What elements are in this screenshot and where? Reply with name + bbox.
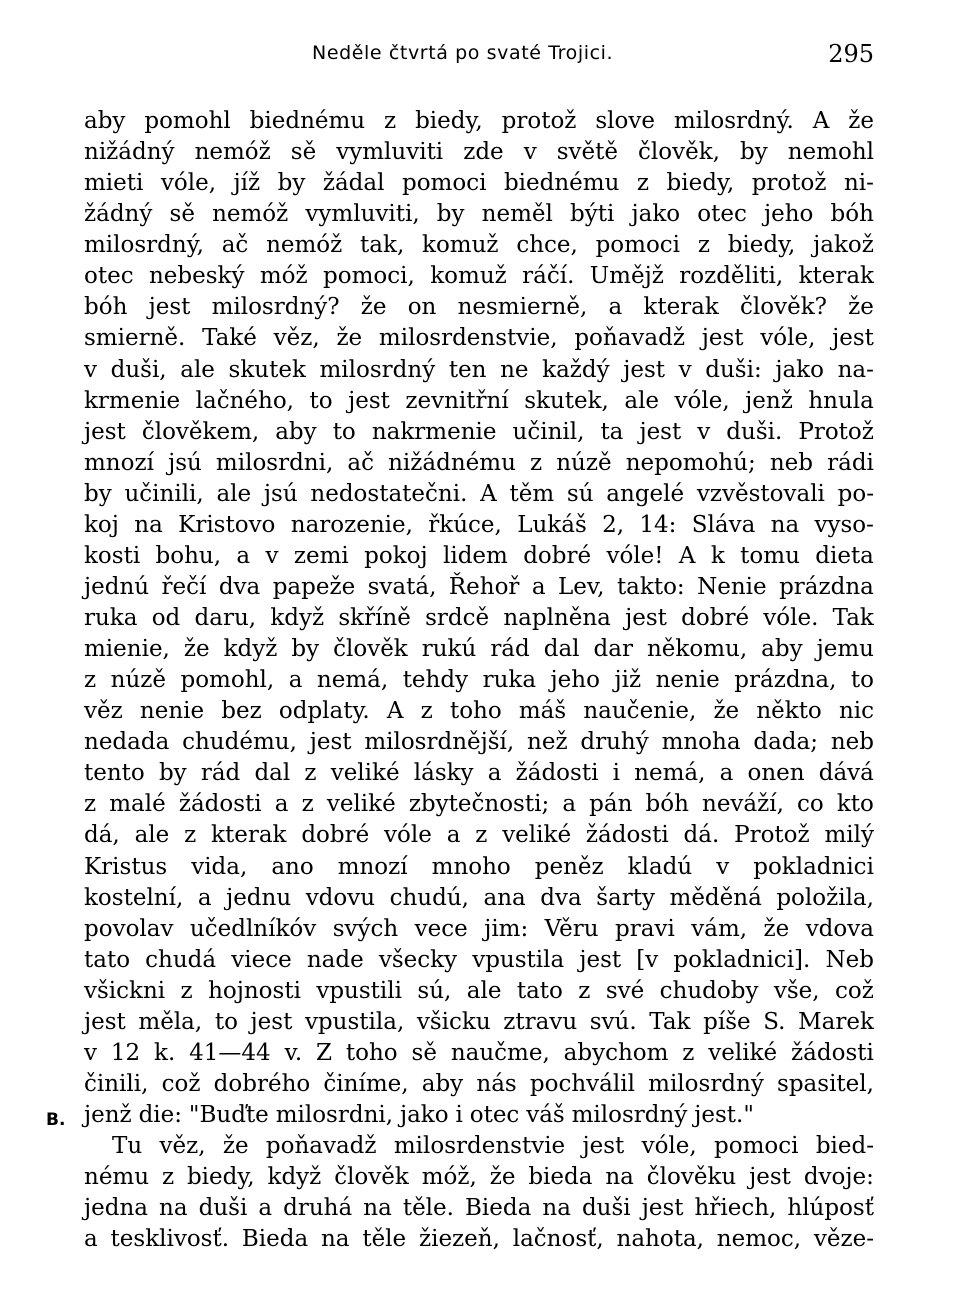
text-line: z malé žádosti a z veliké zbytečnosti; a pán bóh neváží, co kto	[84, 791, 874, 818]
text-line: tato chudá viece nade všecky vpustila jest [v pokladnici]. Neb	[84, 946, 874, 973]
text-line: Kristus vida, ano mnozí mnoho peněz kladú v pokladnici	[84, 853, 874, 880]
text-line: z núzě pomohl, a nemá, tehdy ruka jeho již nenie prázdna, to	[84, 667, 874, 694]
text-line: Tu věz, že poňavadž milosrdenstvie jest vóle, pomoci bied-	[112, 1133, 874, 1160]
section-marker: B.	[46, 1110, 66, 1130]
text-line: v 12 k. 41—44 v. Z toho sě naučme, abychom z veliké žádosti	[84, 1039, 874, 1066]
text-line: činili, což dobrého činíme, aby nás pochválil milosrdný spasitel,	[84, 1070, 874, 1097]
text-line: kosti bohu, a v zemi pokoj lidem dobré vóle! A k tomu dieta	[84, 542, 874, 569]
text-line: ruka od daru, když skříně srdcě naplněna jest dobré vóle. Tak	[84, 605, 874, 631]
text-line: mienie, že když by člověk rukú rád dal dar někomu, aby jemu	[84, 636, 874, 663]
running-title: Neděle čtvrtá po svaté Trojici.	[312, 42, 614, 64]
text-line: žádný sě nemóž vymluviti, by neměl býti jako otec jeho bóh	[84, 201, 874, 228]
text-line: věz nenie bez odplaty. A z toho máš naučenie, že někto nic	[84, 698, 874, 725]
text-line: nému z biedy, když člověk móž, že bieda na člověku jest dvoje:	[84, 1164, 874, 1191]
text-line: aby pomohl biednému z biedy, protož slove milosrdný. A že	[84, 108, 874, 134]
text-line: v duši, ale skutek milosrdný ten ne každý jest v duši: jako na-	[84, 356, 874, 383]
text-line: mieti vóle, jíž by žádal pomoci biednému z biedy, protož ni-	[84, 170, 874, 197]
text-line: jenž die: "Buďte milosrdni, jako i otec váš milosrdný jest."	[84, 1102, 754, 1128]
text-line: mnozí jsú milosrdni, ač nižádnému z núzě nepomohú; neb rádi	[84, 449, 874, 476]
text-line: milosrdný, ač nemóž tak, komuž chce, pomoci z biedy, jakož	[84, 232, 874, 259]
text-line: smierně. Také věz, že milosrdenstvie, poňavadž jest vóle, jest	[84, 325, 874, 352]
text-line: koj na Kristovo narozenie, řkúce, Lukáš 2, 14: Sláva na vyso-	[84, 511, 874, 538]
text-line: bóh jest milosrdný? že on nesmierně, a kterak člověk? že	[84, 294, 874, 321]
text-line: nedada chudému, jest milosrdnější, než druhý mnoha dada; neb	[84, 729, 874, 756]
text-line: nižádný nemóž sě vymluviti zde v světě člověk, by nemohl	[84, 139, 874, 166]
text-line: dá, ale z kterak dobré vóle a z veliké žádosti dá. Protož milý	[84, 822, 874, 849]
text-line: jest člověkem, aby to nakrmenie učinil, ta jest v duši. Protož	[84, 418, 874, 445]
page-header	[84, 40, 876, 76]
page-number: 295	[828, 40, 874, 68]
text-line: povolav učedlníkóv svých vece jim: Věru pravi vám, že vdova	[84, 915, 874, 942]
text-line: krmenie lačného, to jest zevnitřní skutek, ale vóle, jenž hnula	[84, 387, 874, 414]
text-line: kostelní, a jednu vdovu chudú, ana dva šarty měděná položila,	[84, 884, 874, 911]
body-text	[84, 106, 874, 1255]
text-line: a tesklivosť. Bieda na těle žiezeň, lačnosť, nahota, nemoc, věze-	[84, 1226, 874, 1253]
text-line: jest měla, to jest vpustila, všicku ztravu svú. Tak píše S. Marek	[84, 1008, 874, 1035]
text-line: jednú řečí dva papeže svatá, Řehoř a Lev, takto: Nenie prázdna	[84, 573, 874, 600]
text-line: jedna na duši a druhá na těle. Bieda na duši jest hřiech, hlúposť	[84, 1195, 874, 1222]
text-line: tento by rád dal z veliké lásky a žádosti i nemá, a onen dává	[84, 760, 874, 787]
text-line: otec nebeský móž pomoci, komuž ráčí. Umějž rozděliti, kterak	[84, 263, 874, 290]
text-line: všickni z hojnosti vpustili sú, ale tato z své chudoby vše, což	[84, 977, 874, 1004]
text-line: by učinili, ale jsú nedostatečni. A těm sú angelé vzvěstovali po-	[84, 480, 874, 507]
